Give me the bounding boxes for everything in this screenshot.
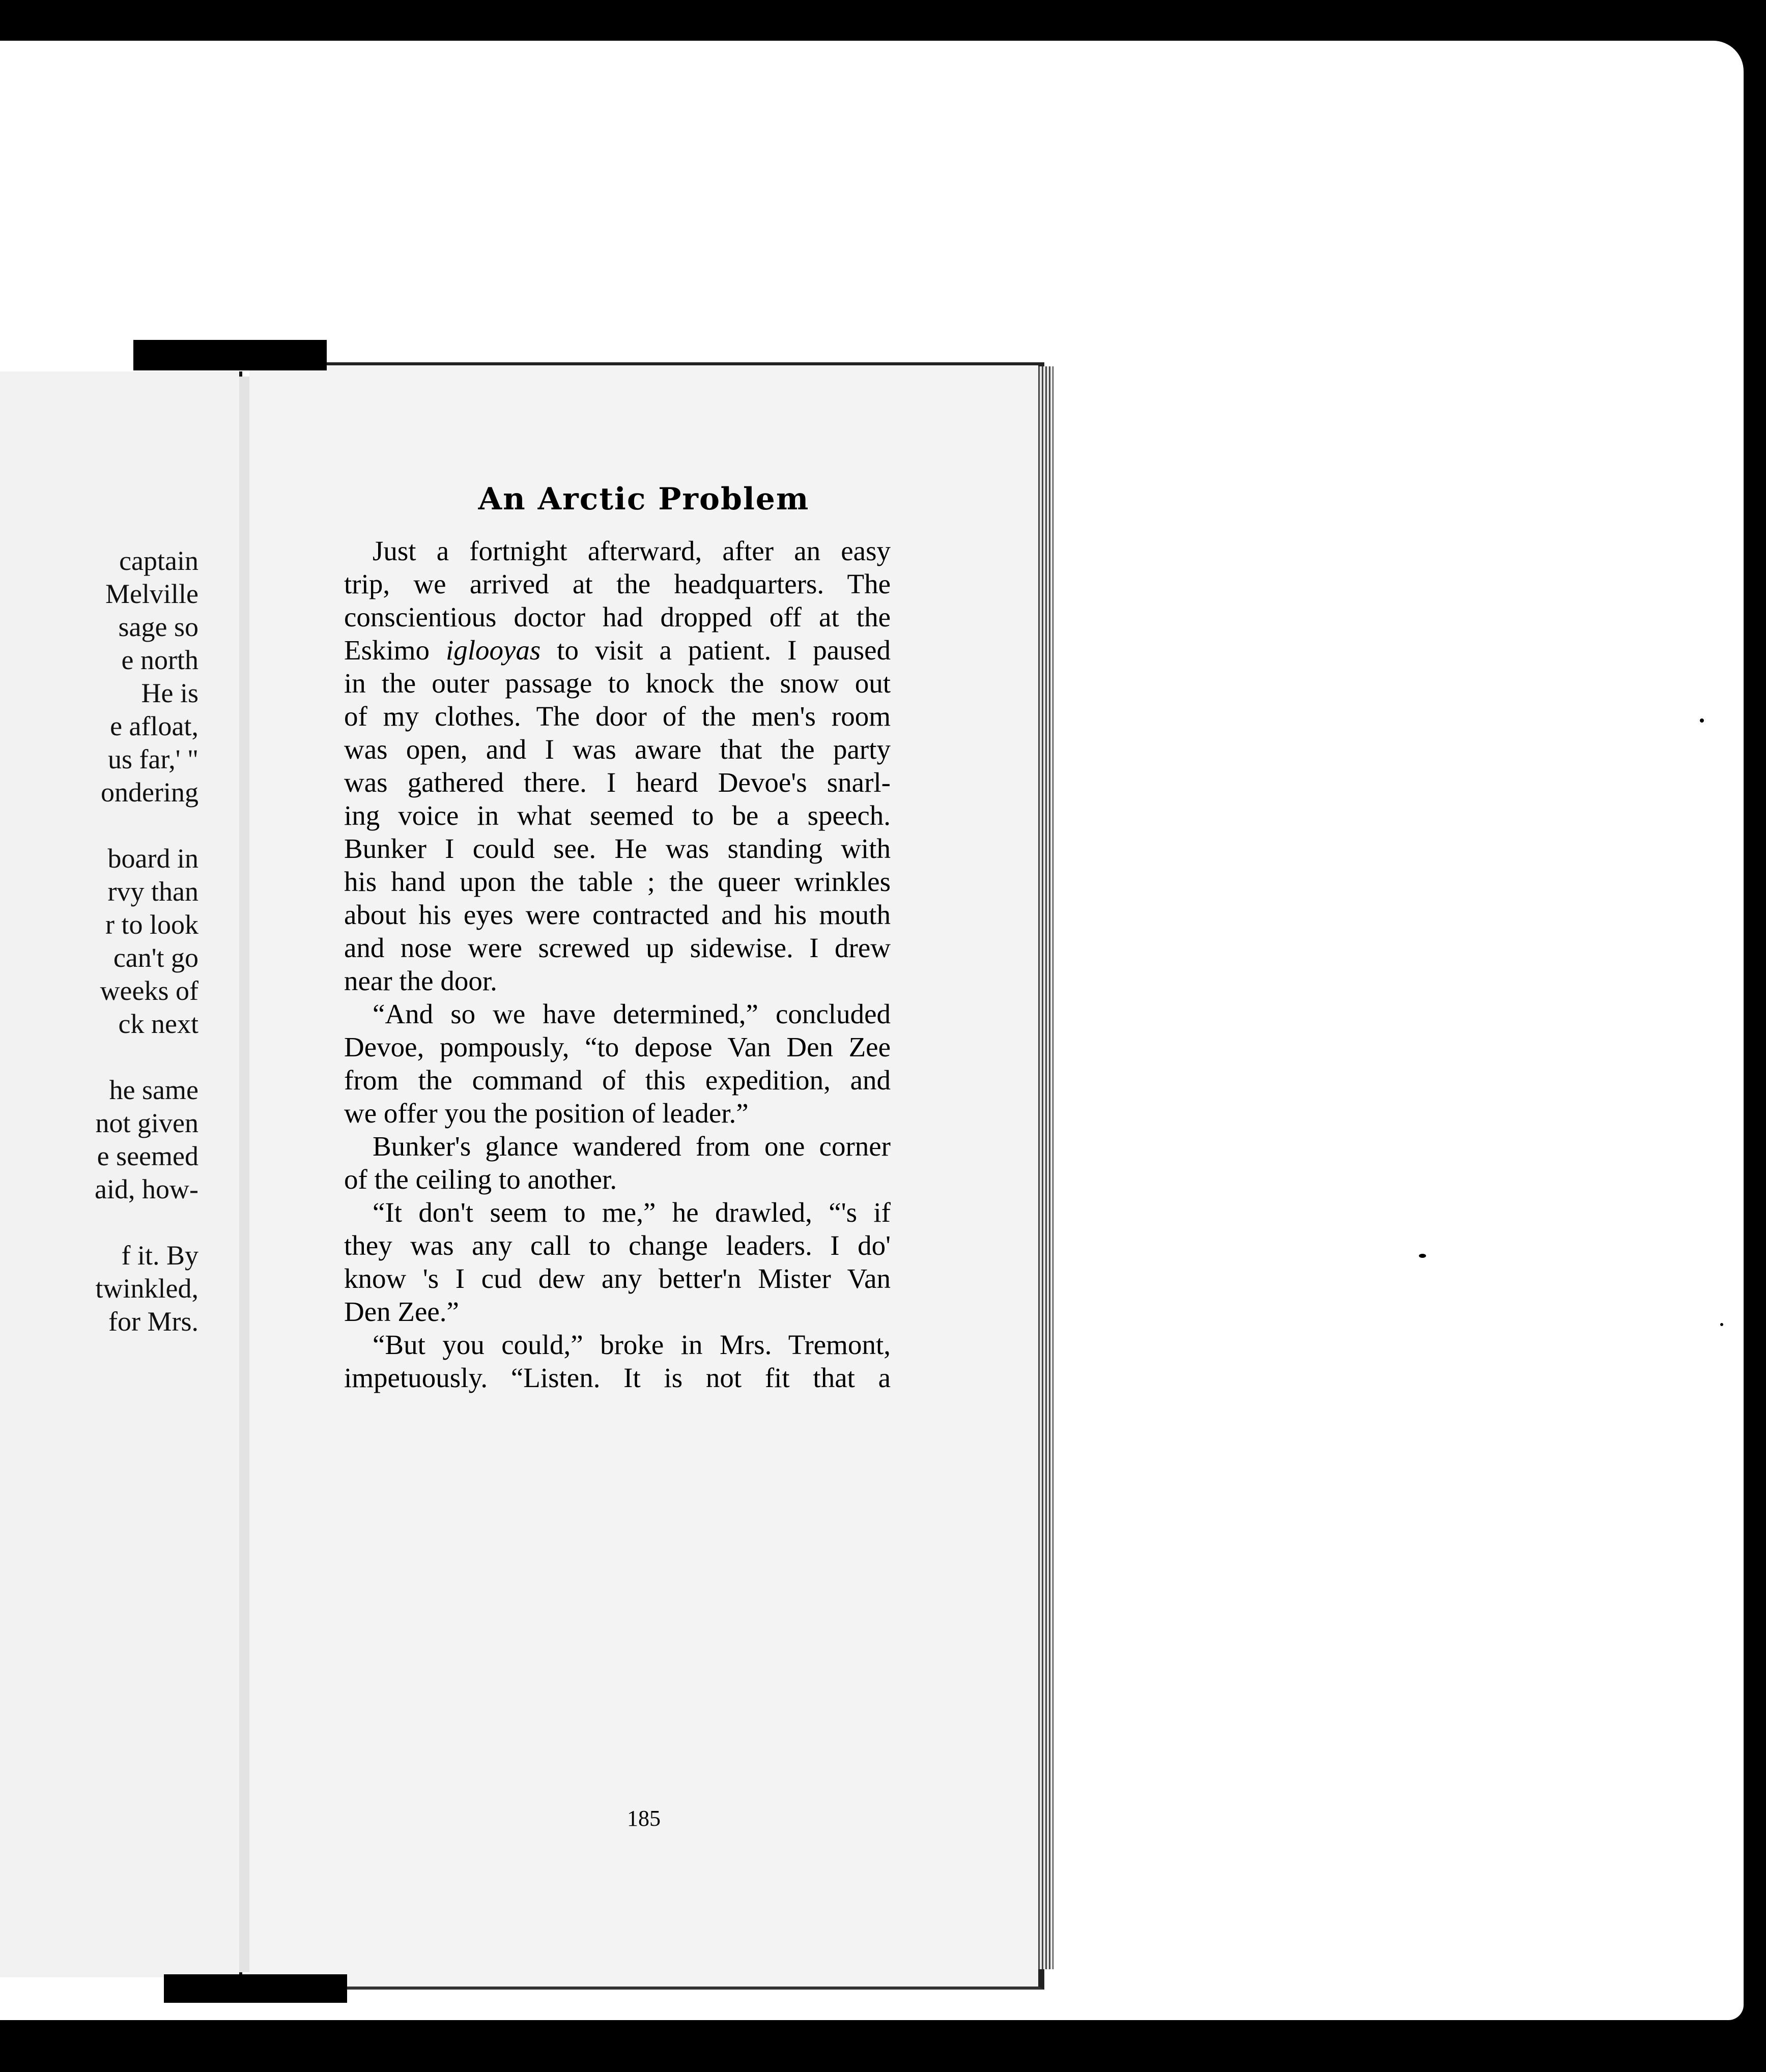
text-line: conscientious doctor had dropped off at the	[344, 601, 891, 632]
dust-speck	[1419, 1254, 1426, 1258]
text-line: Bunker I could see. He was standing with	[344, 833, 891, 864]
left-text-line: board in	[107, 843, 198, 874]
text-line: we offer you the position of leader.”	[344, 1098, 749, 1129]
left-text-line: weeks of	[100, 975, 198, 1006]
left-page-text	[0, 544, 198, 1338]
left-text-line: captain	[119, 545, 198, 576]
left-page	[0, 371, 242, 1977]
clamp-tab-bottom	[164, 1974, 347, 2003]
text-line: near the door.	[344, 965, 497, 996]
left-text-line: He is	[141, 678, 198, 708]
italic-word: iglooyas	[445, 635, 541, 666]
left-text-line: ck next	[118, 1009, 198, 1039]
text-line: they was any call to change leaders. I do'	[344, 1230, 891, 1261]
dust-speck	[1720, 1323, 1723, 1326]
body-text	[344, 534, 891, 1394]
text-line: Den Zee.”	[344, 1296, 459, 1327]
left-text-line: e north	[121, 645, 198, 675]
page-edges	[1038, 366, 1053, 1969]
left-text-line: e seemed	[97, 1141, 198, 1171]
text-line: trip, we arrived at the headquarters. The	[344, 568, 891, 599]
text-line: about his eyes were contracted and his mouth	[344, 899, 891, 930]
text-line: was open, and I was aware that the party	[344, 734, 891, 765]
text-line: from the command of this expedition, and	[344, 1064, 891, 1096]
left-text-line: for Mrs.	[108, 1306, 198, 1337]
paragraph-gap	[0, 809, 198, 842]
text-line: ing voice in what seemed to be a speech.	[344, 800, 891, 831]
left-text-line: r to look	[105, 909, 198, 940]
text-line: was gathered there. I heard Devoe's snarl-	[344, 767, 891, 798]
text-line: impetuously. “Listen. It is not fit that a	[344, 1362, 891, 1393]
left-text-line: not given	[95, 1108, 198, 1138]
running-head: An Arctic Problem	[478, 481, 810, 517]
left-text-line: he same	[109, 1075, 198, 1105]
text-line: “It don't seem to me,” he drawled, “'s if	[373, 1197, 891, 1228]
paragraph-gap	[0, 1206, 198, 1239]
left-text-line: ondering	[101, 777, 198, 808]
left-text-line: sage so	[118, 612, 198, 642]
text-line: and nose were screwed up sidewise. I drew	[344, 932, 891, 963]
text-line: of the ceiling to another.	[344, 1164, 617, 1195]
text-line: know 's I cud dew any better'n Mister Van	[344, 1263, 891, 1294]
book-gutter	[239, 377, 250, 1972]
page-number: 185	[627, 1806, 661, 1831]
left-text-line: can't go	[113, 942, 198, 973]
text-line: Just a fortnight afterward, after an easy	[373, 535, 891, 566]
text-line: his hand upon the table ; the queer wrinkles	[344, 866, 891, 897]
text-line: Devoe, pompously, “to depose Van Den Zee	[344, 1031, 891, 1062]
paragraph-gap	[0, 1041, 198, 1074]
text-line: Eskimo iglooyas to visit a patient. I paused	[344, 635, 891, 666]
left-text-line: f it. By	[121, 1240, 198, 1271]
left-text-line: us far,' "	[107, 744, 198, 774]
left-text-line: Melville	[105, 579, 198, 609]
right-page	[249, 362, 1044, 1990]
left-text-line: aid, how-	[95, 1174, 198, 1204]
left-text-line: twinkled,	[95, 1273, 198, 1304]
text-line: Bunker's glance wandered from one corner	[373, 1131, 891, 1162]
text-line: “And so we have determined,” concluded	[373, 998, 891, 1029]
dust-speck	[1700, 718, 1704, 723]
text-line: of my clothes. The door of the men's room	[344, 701, 891, 732]
clamp-tab-top	[133, 340, 327, 370]
left-text-line: rvy than	[107, 876, 198, 907]
text-line: in the outer passage to knock the snow out	[344, 668, 891, 699]
text-line: “But you could,” broke in Mrs. Tremont,	[373, 1329, 891, 1360]
left-text-line: e afloat,	[110, 711, 198, 741]
